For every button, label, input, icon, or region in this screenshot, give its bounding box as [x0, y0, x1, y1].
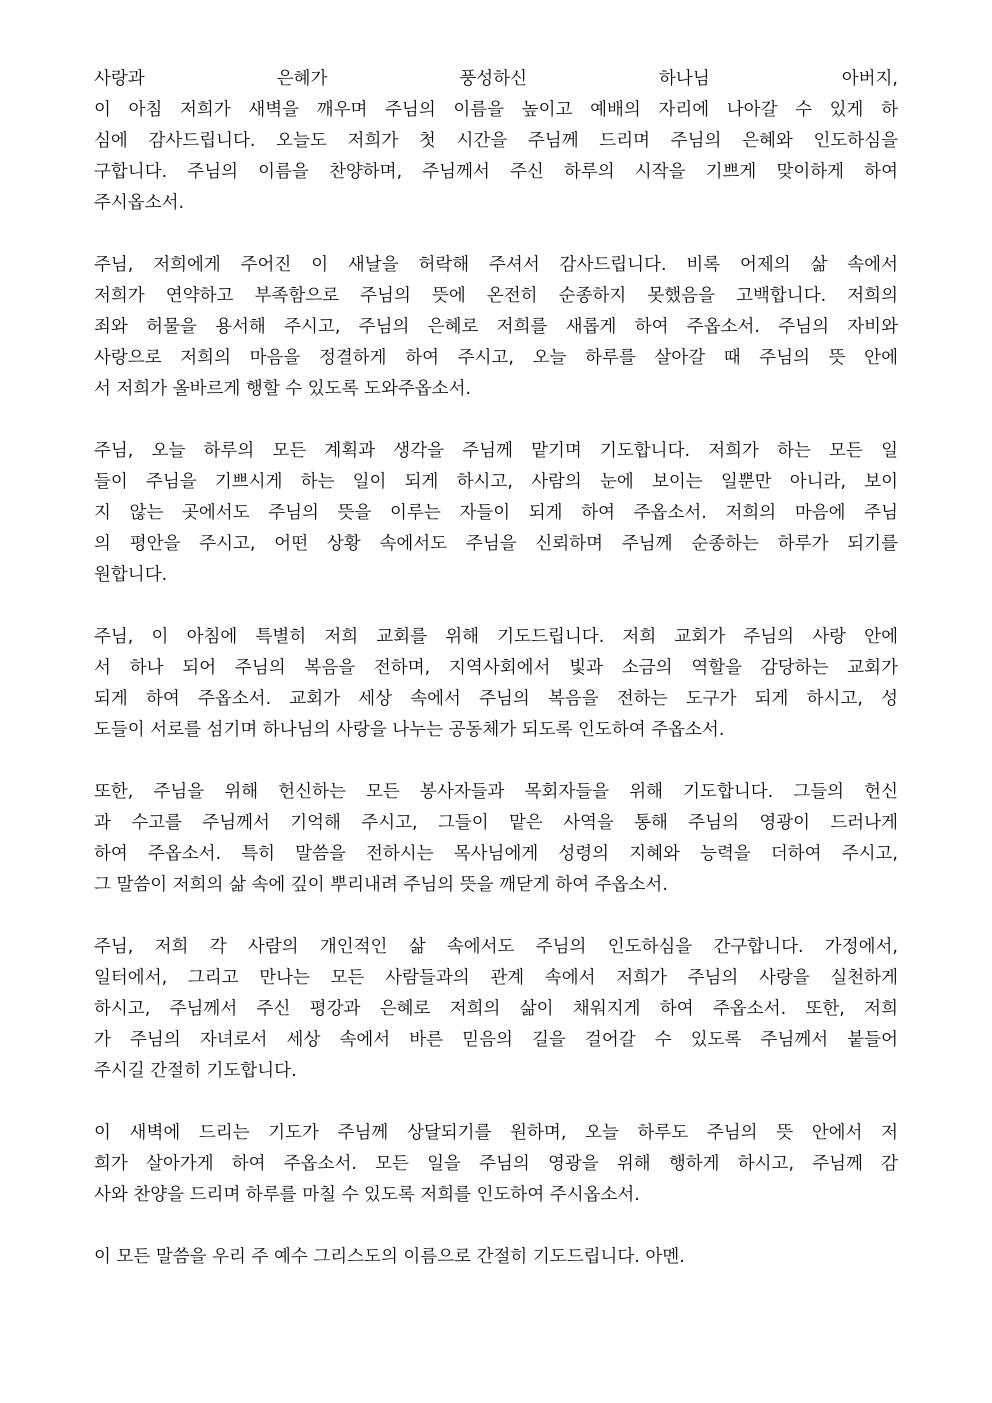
text-line: 저희가 연약하고 부족함으로 주님의 뜻에 온전히 순종하지 못했음을 고백합니다. 저희의 — [94, 286, 898, 306]
text-line: 들이 주님을 기쁘시게 하는 일이 되게 하시고, 사람의 눈에 보이는 일뿐만 아니라, 보이 — [94, 472, 898, 492]
text-line: 하여 주옵소서. 특히 말씀을 전하시는 목사님에게 성령의 지혜와 능력을 더하여 주시고, — [94, 844, 898, 864]
text-line: 도들이 서로를 섬기며 하나님의 사랑을 나누는 공동체가 되도록 인도하여 주옵소서. — [94, 720, 725, 740]
document-body — [94, 64, 898, 1304]
prayer-paragraph — [94, 777, 898, 901]
text-line: 가 주님의 자녀로서 세상 속에서 바른 믿음의 길을 걸어갈 수 있도록 주님께서 붙들어 — [94, 1030, 898, 1050]
prayer-paragraph — [94, 64, 898, 219]
text-line: 심에 감사드립니다. 오늘도 저희가 첫 시간을 주님께 드리며 주님의 은혜와 인도하심을 — [94, 131, 898, 151]
text-line: 주님, 저희에게 주어진 이 새날을 허락해 주셔서 감사드립니다. 비록 어제의 삶 속에서 — [94, 255, 898, 275]
text-line: 희가 살아가게 하여 주옵소서. 모든 일을 주님의 영광을 위해 행하게 하시고, 주님께 감 — [94, 1154, 898, 1174]
text-line: 과 수고를 주님께서 기억해 주시고, 그들이 맡은 사역을 통해 주님의 영광이 드러나게 — [94, 813, 898, 833]
prayer-paragraph — [94, 1242, 898, 1273]
text-line: 서 저희가 올바르게 행할 수 있도록 도와주옵소서. — [94, 379, 472, 399]
prayer-paragraph — [94, 250, 898, 405]
text-line: 주시옵소서. — [94, 193, 185, 213]
text-line: 이 아침 저희가 새벽을 깨우며 주님의 이름을 높이고 예배의 자리에 나아갈 수 있게 하 — [94, 100, 898, 120]
text-line: 사랑과 은혜가 풍성하신 하나님 아버지, — [94, 69, 898, 89]
text-line: 주님, 이 아침에 특별히 저희 교회를 위해 기도드립니다. 저희 교회가 주님의 사랑 안에 — [94, 627, 898, 647]
prayer-paragraph — [94, 1118, 898, 1211]
text-line: 이 새벽에 드리는 기도가 주님께 상달되기를 원하며, 오늘 하루도 주님의 뜻 안에서 저 — [94, 1123, 898, 1143]
text-line: 의 평안을 주시고, 어떤 상황 속에서도 주님을 신뢰하며 주님께 순종하는 하루가 되기를 — [94, 534, 898, 554]
text-line: 죄와 허물을 용서해 주시고, 주님의 은혜로 저희를 새롭게 하여 주옵소서. 주님의 자비와 — [94, 317, 898, 337]
text-line: 사와 찬양을 드리며 하루를 마칠 수 있도록 저희를 인도하여 주시옵소서. — [94, 1185, 640, 1205]
text-line: 되게 하여 주옵소서. 교회가 세상 속에서 주님의 복음을 전하는 도구가 되게 하시고, 성 — [94, 689, 898, 709]
text-line: 주님, 저희 각 사람의 개인적인 삶 속에서도 주님의 인도하심을 간구합니다. 가정에서, — [94, 937, 898, 957]
text-line: 구합니다. 주님의 이름을 찬양하며, 주님께서 주신 하루의 시작을 기쁘게 맞이하게 하여 — [94, 162, 898, 182]
text-line: 서 하나 되어 주님의 복음을 전하며, 지역사회에서 빛과 소금의 역할을 감당하는 교회가 — [94, 658, 898, 678]
prayer-paragraph — [94, 622, 898, 746]
text-line: 그 말씀이 저희의 삶 속에 깊이 뿌리내려 주님의 뜻을 깨닫게 하여 주옵소서. — [94, 875, 668, 895]
text-line: 원합니다. — [94, 565, 168, 585]
text-line: 이 모든 말씀을 우리 주 예수 그리스도의 이름으로 간절히 기도드립니다. 아멘. — [94, 1247, 685, 1267]
prayer-paragraph — [94, 436, 898, 591]
text-line: 주님, 오늘 하루의 모든 계획과 생각을 주님께 맡기며 기도합니다. 저희가 하는 모든 일 — [94, 441, 898, 461]
text-line: 사랑으로 저희의 마음을 정결하게 하여 주시고, 오늘 하루를 살아갈 때 주님의 뜻 안에 — [94, 348, 898, 368]
text-line: 일터에서, 그리고 만나는 모든 사람들과의 관계 속에서 저희가 주님의 사랑을 실천하게 — [94, 968, 898, 988]
prayer-paragraph — [94, 932, 898, 1087]
text-line: 지 않는 곳에서도 주님의 뜻을 이루는 자들이 되게 하여 주옵소서. 저희의 마음에 주님 — [94, 503, 898, 523]
text-line: 하시고, 주님께서 주신 평강과 은혜로 저희의 삶이 채워지게 하여 주옵소서. 또한, 저희 — [94, 999, 898, 1019]
text-line: 주시길 간절히 기도합니다. — [94, 1061, 297, 1081]
text-line: 또한, 주님을 위해 헌신하는 모든 봉사자들과 목회자들을 위해 기도합니다. 그들의 헌신 — [94, 782, 898, 802]
